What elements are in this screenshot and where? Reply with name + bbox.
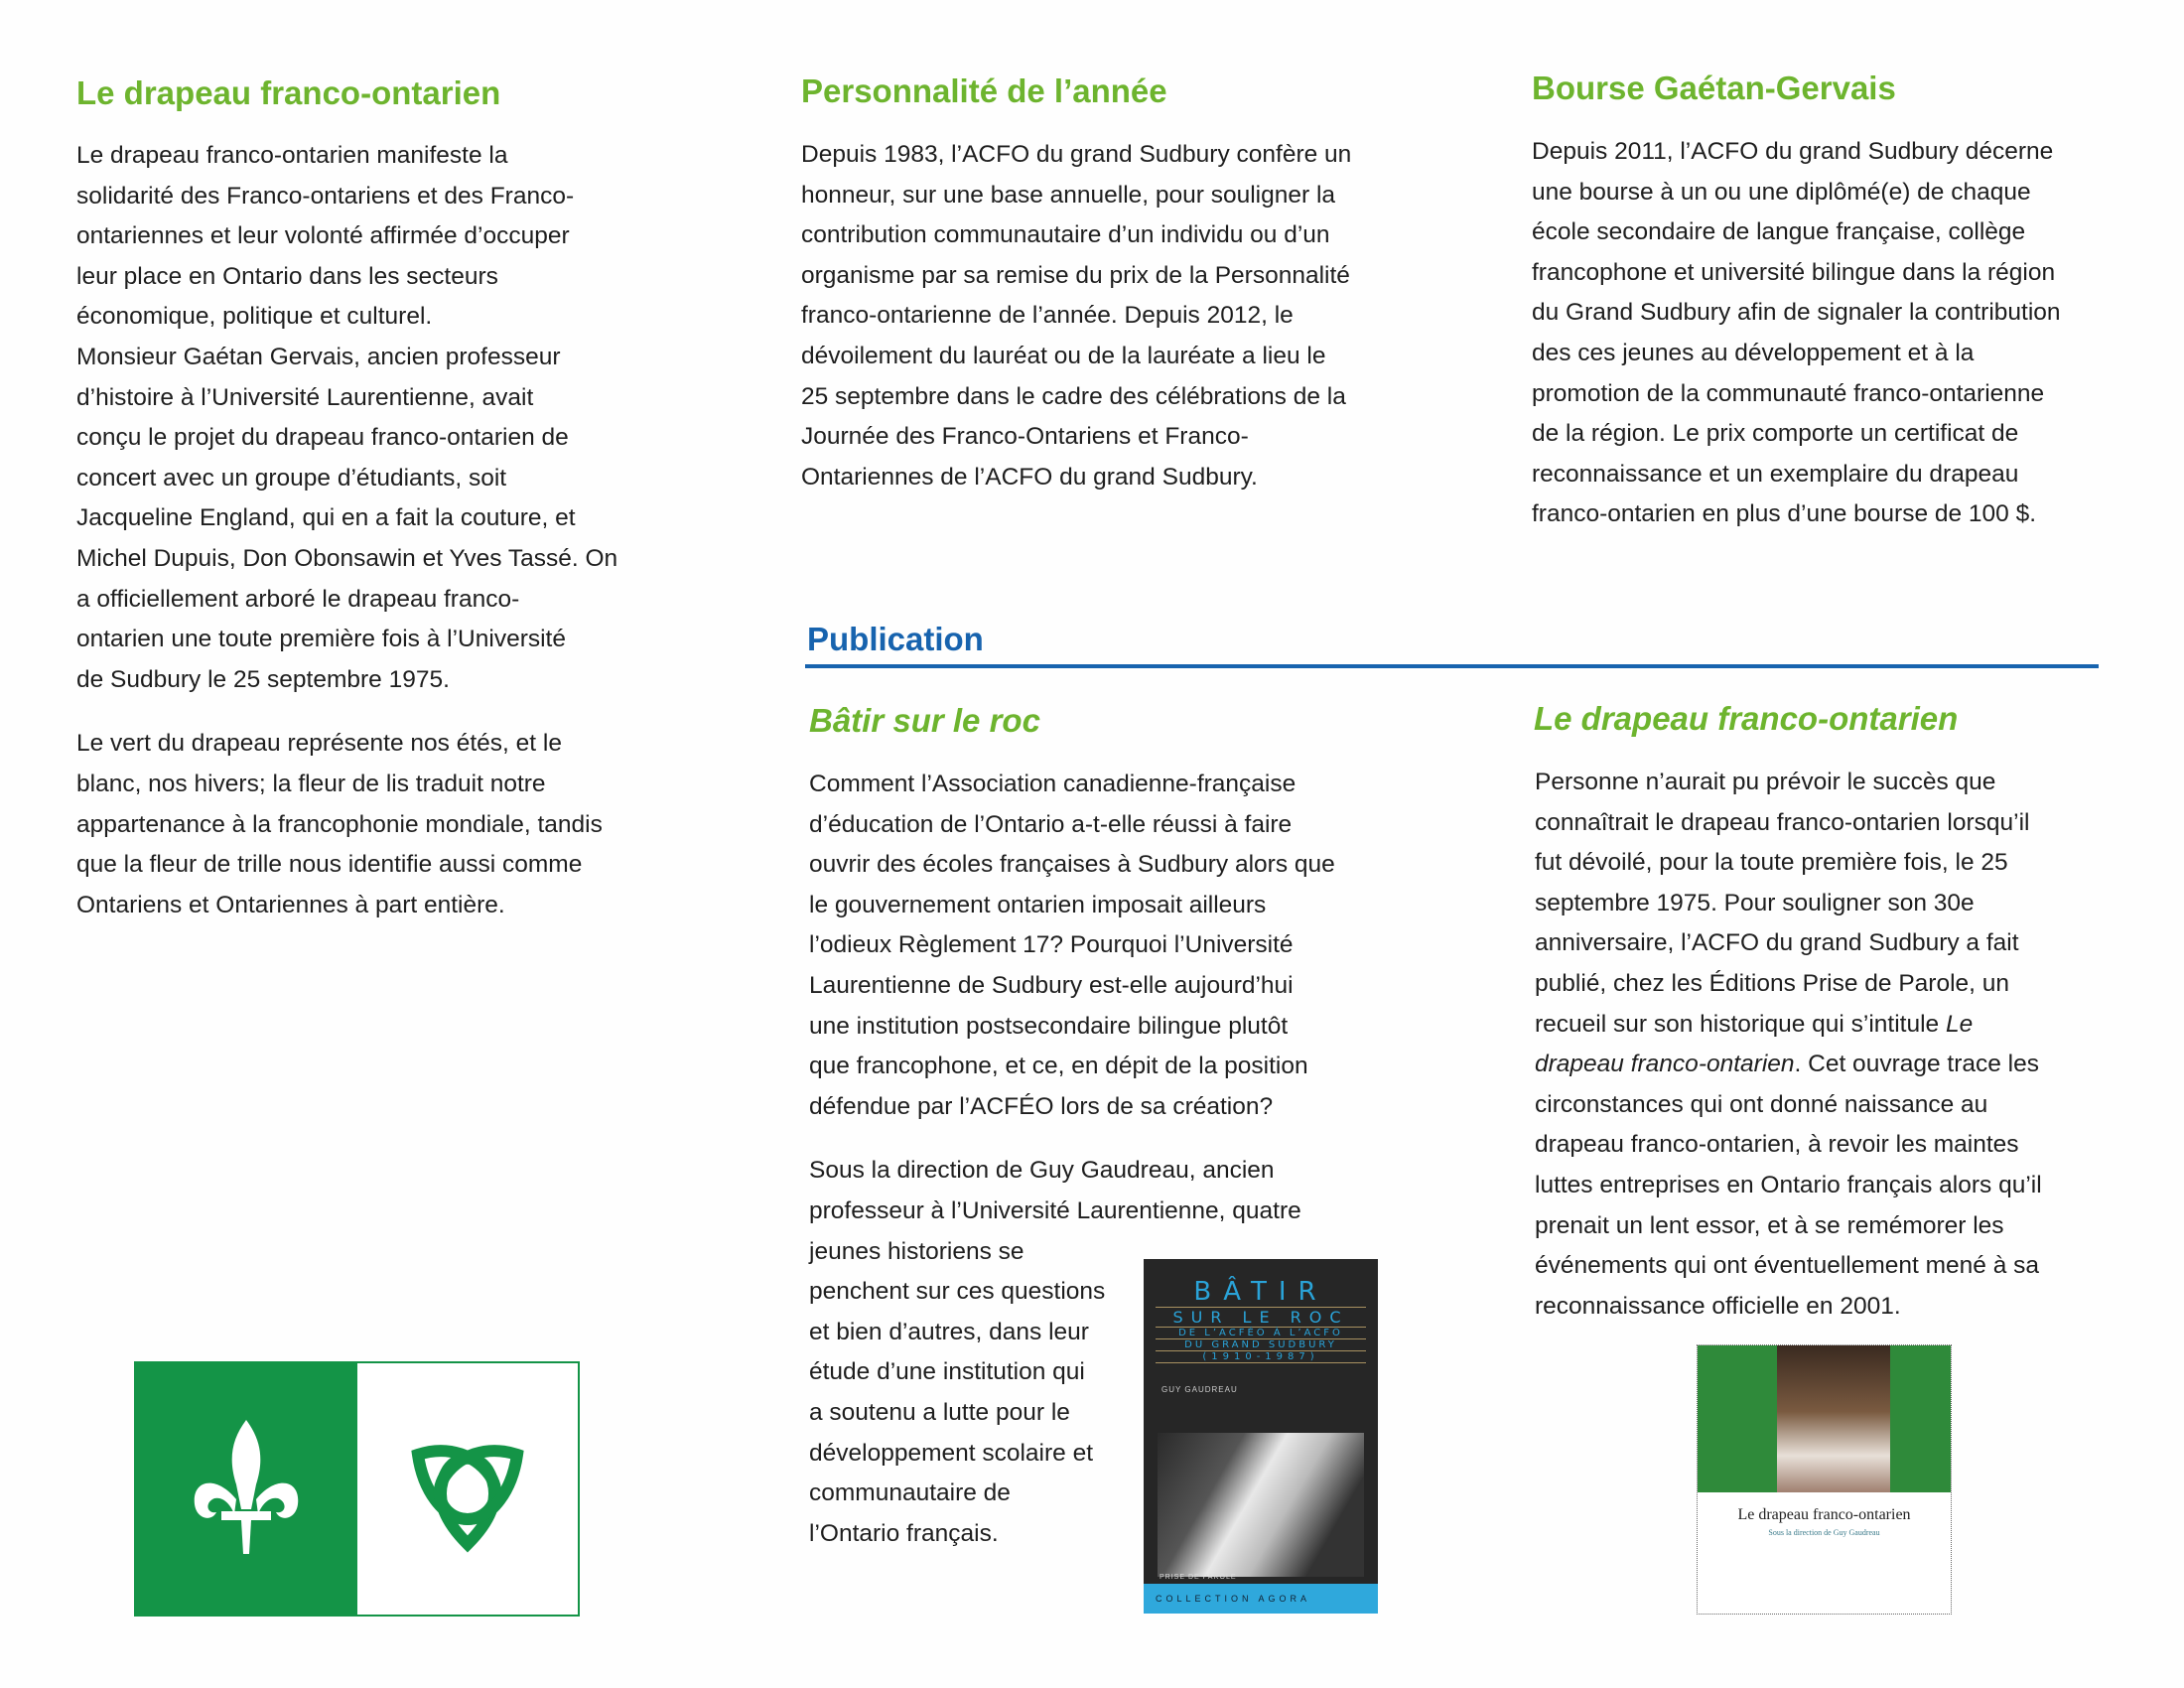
cover-publisher: PRISE DE PAROLE [1160,1574,1237,1581]
text-segment: . Cet ouvrage trace les [1794,1051,2039,1078]
text-line: contribution communautaire d’un individu ou d’un [801,221,1330,249]
heading-bourse: Bourse Gaétan-Gervais [1532,70,1896,106]
text-line: de la région. Le prix comporte un certificat de [1532,420,2019,448]
text-line: que francophone, et ce, en dépit de la position [809,1053,1308,1080]
fleur-de-lis-icon [187,1415,306,1564]
cover-title-line: DE L’ACFÉO À L’ACFO [1156,1328,1366,1339]
text-line: organisme par sa remise du prix de la Personnalité [801,261,1350,289]
cover-title-line: (1910-1987) [1156,1351,1366,1363]
text-line: de Sudbury le 25 septembre 1975. [76,665,450,693]
heading-drapeau: Le drapeau franco-ontarien [76,74,501,111]
text-line: septembre 1975. Pour souligner son 30e [1535,889,1975,916]
text-line: drapeau franco-ontarien, à revoir les maintes [1535,1131,2019,1159]
flag-white-half [357,1363,579,1615]
text-line: d’histoire à l’Université Laurentienne, avait [76,383,534,411]
text-line: conçu le projet du drapeau franco-ontarien de [76,424,569,452]
text-line: Ontariennes de l’ACFO du grand Sudbury. [801,463,1258,491]
text-line: promotion de la communauté franco-ontarienne [1532,379,2045,407]
text-line: ouvrir des écoles françaises à Sudbury alors que [809,851,1335,879]
text-line: a officiellement arboré le drapeau franco- [76,585,520,613]
text-line: Le drapeau franco-ontarien manifeste la [76,142,508,169]
text-line: 25 septembre dans le cadre des célébrations de la [801,382,1346,410]
text-line: reconnaissance et un exemplaire du drapeau [1532,460,2019,488]
text-line: Personne n’aurait pu prévoir le succès que [1535,769,1996,795]
text-drapeau-book [1535,763,2042,1327]
text-line: ontarien une toute première fois à l’Université [76,626,566,653]
text-line [1535,1045,2042,1085]
text-line: Depuis 1983, l’ACFO du grand Sudbury confère un [801,141,1352,168]
drapeau-book-cover [1697,1344,1952,1615]
text-line: école secondaire de langue française, collège [1532,218,2026,246]
cover-editor: GUY GAUDREAU [1161,1385,1238,1394]
text-line: jeunes historiens se [809,1237,1024,1265]
text-line: Le vert du drapeau représente nos étés, et le [76,730,562,758]
text-line: Ontariens et Ontariennes à part entière. [76,891,505,918]
text-line: Journée des Franco-Ontariens et Franco- [801,423,1249,451]
text-line: que la fleur de trille nous identifie aussi comme [76,851,583,879]
publication-divider [805,664,2099,668]
text-line: et bien d’autres, dans leur [809,1318,1089,1345]
text-line: Comment l’Association canadienne-française [809,771,1297,797]
text-line: l’Ontario français. [809,1519,999,1547]
cover-subtitle: Sous la direction de Guy Gaudreau [1768,1528,1880,1537]
flag-green-half [136,1363,357,1615]
text-line [1535,1005,2042,1046]
text-line: dévoilement du lauréat ou de la lauréate a lieu le [801,342,1326,369]
text-line: ontariennes et leur volonté affirmée d’occuper [76,222,570,250]
text-line: communautaire de [809,1479,1011,1507]
cover-title: Le drapeau franco-ontarien [1737,1506,1911,1523]
text-line: d’éducation de l’Ontario a-t-elle réussi à faire [809,810,1293,838]
text-segment: recueil sur son historique qui s’intitule [1535,1010,1946,1038]
heading-batir: Bâtir sur le roc [809,702,1040,739]
text-line: étude d’une institution qui [809,1358,1085,1386]
text-line: du Grand Sudbury afin de signaler la contribution [1532,299,2061,327]
text-line: fut dévoilé, pour la toute première fois, le 25 [1535,849,2008,877]
paragraph-gap [809,1127,1335,1151]
paragraph-gap [76,700,617,724]
cover-title-line: DU GRAND SUDBURY [1156,1339,1366,1351]
text-line: l’odieux Règlement 17? Pourquoi l’Université [809,931,1294,959]
text-bourse [1532,132,2061,535]
text-line: des ces jeunes au développement et à la [1532,339,1975,366]
cover-photo [1158,1433,1364,1577]
text-line: défendue par l’ACFÉO lors de sa création? [809,1092,1274,1120]
text-line: prenait un lent essor, et à se remémorer les [1535,1211,2004,1239]
text-line: économique, politique et culturel. [76,303,433,331]
text-personnalite [801,135,1351,497]
text-line: francophone et université bilingue dans la région [1532,258,2056,286]
text-line: une bourse à un ou une diplômé(e) de chaque [1532,178,2031,206]
text-line: appartenance à la francophonie mondiale, tandis [76,810,603,838]
text-line: leur place en Ontario dans les secteurs [76,262,498,290]
cover-title-line: SUR LE ROC [1156,1308,1366,1328]
text-line: anniversaire, l’ACFO du grand Sudbury a fait [1535,929,2019,957]
trillium-icon [403,1425,532,1554]
text-line: Michel Dupuis, Don Obonsawin et Yves Tassé. On [76,544,618,572]
text-line: circonstances qui ont donné naissance au [1535,1090,1988,1118]
italic-title: drapeau franco-ontarien [1535,1051,1795,1078]
text-line: publié, chez les Éditions Prise de Parole, un [1535,969,2010,997]
text-line: blanc, nos hivers; la fleur de lis traduit notre [76,770,546,797]
heading-publication: Publication [807,621,984,657]
text-line: honneur, sur une base annuelle, pour souligner la [801,181,1336,209]
text-line: le gouvernement ontarien imposait ailleurs [809,891,1267,918]
italic-title: Le [1946,1010,1974,1038]
cover-collection: COLLECTION AGORA [1144,1584,1378,1614]
text-line: a soutenu a lutte pour le [809,1398,1070,1426]
heading-personnalite: Personnalité de l’année [801,72,1167,109]
text-drapeau [76,136,617,925]
cover-title-line: BÂTIR [1156,1277,1366,1308]
text-line: franco-ontarienne de l’année. Depuis 2012, le [801,302,1294,330]
text-line: solidarité des Franco-ontariens et des Franco- [76,182,575,210]
cover-photo [1777,1345,1890,1492]
text-line: reconnaissance officielle en 2001. [1535,1292,1901,1320]
text-line: Jacqueline England, qui en a fait la couture, et [76,504,576,532]
text-line: événements qui ont éventuellement mené à sa [1535,1252,2040,1280]
text-line: penchent sur ces questions [809,1278,1106,1306]
text-line: professeur à l’Université Laurentienne, quatre [809,1196,1301,1224]
text-line: Sous la direction de Guy Gaudreau, ancien [809,1157,1275,1185]
text-line: Monsieur Gaétan Gervais, ancien professeur [76,343,561,370]
text-line: développement scolaire et [809,1439,1094,1467]
cover-green-band [1698,1345,1951,1492]
text-line: concert avec un groupe d’étudiants, soit [76,464,507,492]
franco-ontarian-flag [134,1361,580,1617]
batir-book-cover [1144,1259,1378,1614]
text-line: luttes entreprises en Ontario français alors qu’il [1535,1171,2042,1198]
text-line: franco-ontarien en plus d’une bourse de 100 $. [1532,500,2037,528]
heading-drapeau-book: Le drapeau franco-ontarien [1534,700,1959,737]
text-line: connaîtrait le drapeau franco-ontarien lorsqu’il [1535,808,2030,836]
text-line: Depuis 2011, l’ACFO du grand Sudbury décerne [1532,138,2054,165]
text-line: Laurentienne de Sudbury est-elle aujourd’hui [809,971,1294,999]
text-line: une institution postsecondaire bilingue plutôt [809,1012,1289,1040]
